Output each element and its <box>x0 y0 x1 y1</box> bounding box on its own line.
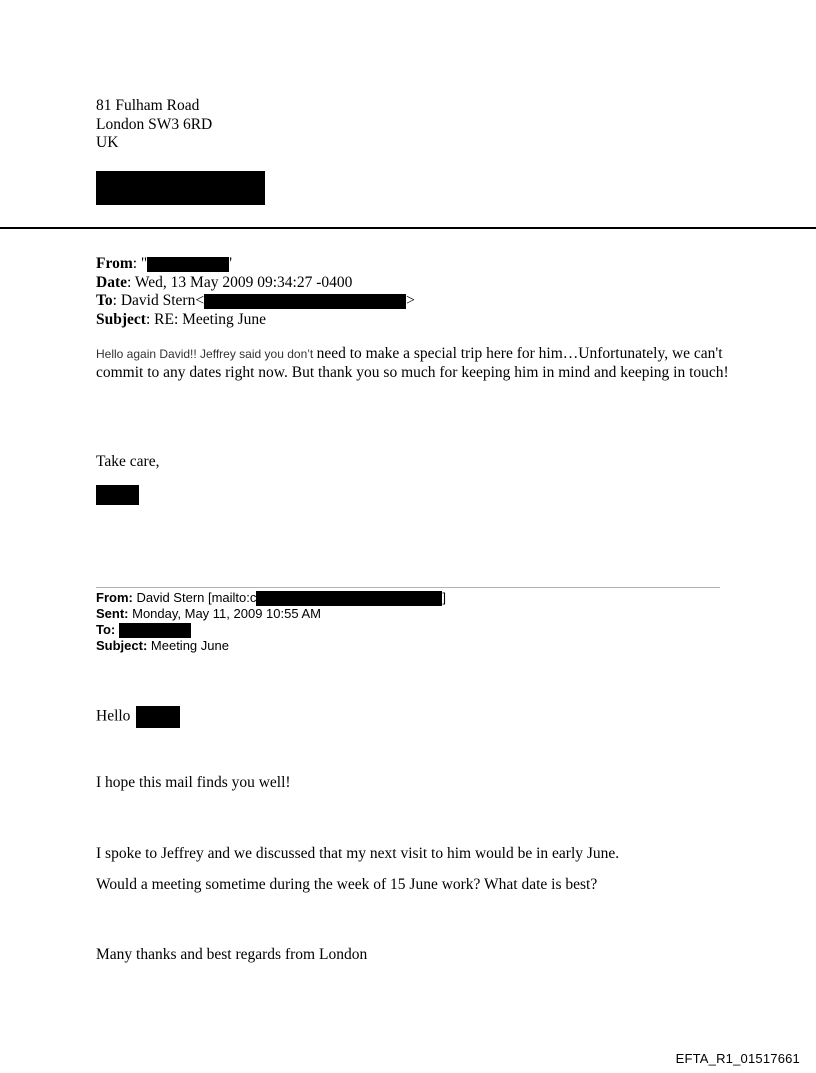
paragraph: Many thanks and best regards from London <box>96 946 368 963</box>
document-id: EFTA_R1_01517661 <box>675 1051 800 1066</box>
orig-sent-label: Sent: <box>96 606 129 622</box>
reply-body <box>96 345 736 382</box>
to-label: To <box>96 292 113 309</box>
signoff: Take care, <box>96 453 160 470</box>
orig-subject-label: Subject: <box>96 637 148 653</box>
orig-subject-row <box>96 638 446 654</box>
from-label: From <box>96 255 133 272</box>
orig-sent-row <box>96 606 446 622</box>
date-value: : Wed, 13 May 2009 09:34:27 -0400 <box>127 273 353 291</box>
subject-label: Subject <box>96 310 146 328</box>
address-line-2: London SW3 6RD <box>96 115 213 133</box>
redaction-block <box>256 591 442 606</box>
paragraph: Would a meeting sometime during the week of 15 June work? What date is best? <box>96 876 598 893</box>
orig-to-label: To: <box>96 621 116 637</box>
subject-value: : RE: Meeting June <box>145 310 267 328</box>
orig-sent-value: Monday, May 11, 2009 10:55 AM <box>128 606 321 622</box>
redaction-block <box>96 485 139 505</box>
divider-line <box>0 227 816 229</box>
reply-body-sans-part: Hello again David!! Jeffrey said you don’t <box>96 347 317 361</box>
redaction-block <box>119 623 191 638</box>
redaction-block <box>136 706 180 728</box>
orig-to-row <box>96 622 446 638</box>
quoted-divider <box>96 587 720 588</box>
greeting-row <box>96 706 180 728</box>
greeting: Hello <box>96 707 131 725</box>
reply-from-row: From: " ' <box>96 255 233 272</box>
orig-from-label: From: <box>96 590 133 605</box>
reply-header <box>96 255 415 329</box>
paragraph: I hope this mail finds you well! <box>96 774 291 791</box>
reply-subject-row <box>96 311 415 330</box>
orig-subject-value: Meeting June <box>147 637 229 653</box>
original-header <box>96 590 446 653</box>
reply-body-text: need to make a special trip here for him…Unfortunately, we can't commit to any dates right now. But thank you so much for keeping him in mind and keeping in touch! <box>96 345 729 381</box>
address-block <box>96 97 212 153</box>
orig-from-row: From: David Stern [mailto:c ] <box>96 590 447 605</box>
reply-date-row <box>96 274 415 293</box>
reply-to-row: To: David Stern< > <box>96 292 415 309</box>
address-line-1: 81 Fulham Road <box>96 97 200 114</box>
redaction-block <box>96 171 265 205</box>
redaction-block <box>204 294 406 309</box>
redaction-block <box>147 257 229 272</box>
date-label: Date <box>96 273 127 291</box>
address-line-3: UK <box>96 134 119 151</box>
paragraph: I spoke to Jeffrey and we discussed that my next visit to him would be in early June. <box>96 845 620 862</box>
to-value: : David Stern< <box>112 292 205 309</box>
